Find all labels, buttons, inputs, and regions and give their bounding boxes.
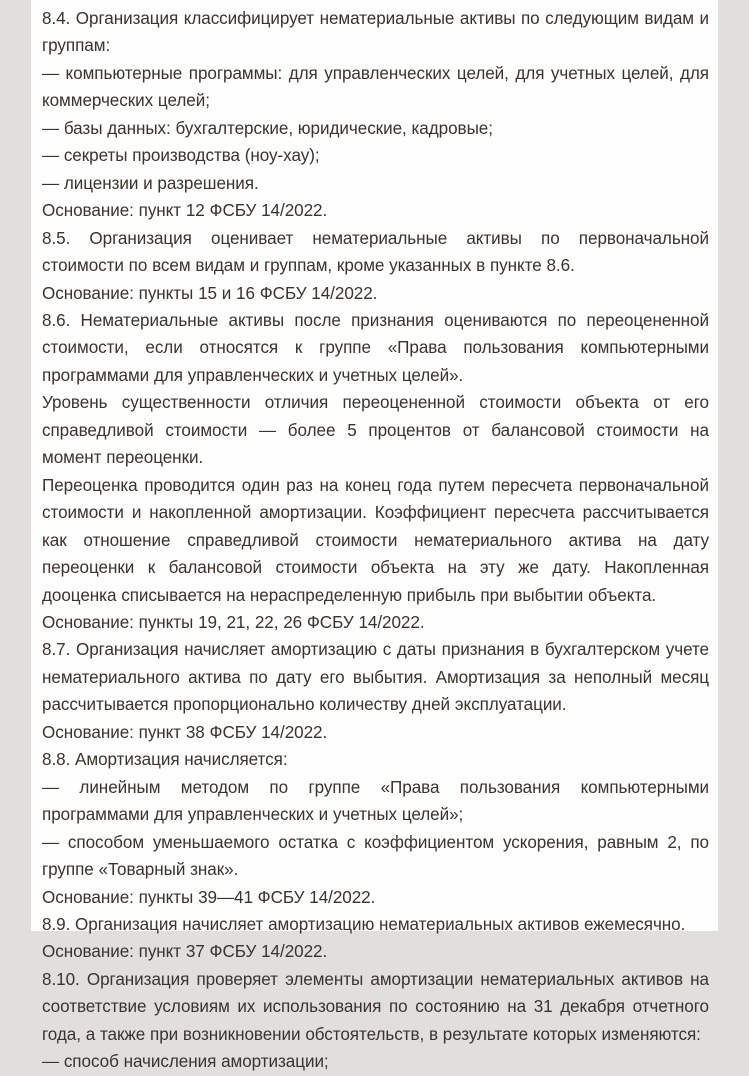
paragraph-8-4-item-3: — секреты производства (ноу-хау); — [42, 146, 320, 166]
paragraph-8-8: 8.8. Амортизация начисляется: — [42, 750, 288, 770]
document-text-column — [42, 0, 709, 1076]
paragraph-osnovanie-38: Основание: пункт 38 ФСБУ 14/2022. — [42, 722, 328, 742]
paragraph-8-10: 8.10. Организация проверяет элементы амортизации нематериальных активов на соответствие условиям их использования по состоянию на 31 декабря отчетного года, а также при возникновении обстоятельств, в результате которых изменяются: — [42, 969, 709, 1044]
document-page — [31, 0, 718, 1072]
paragraph-8-7: 8.7. Организация начисляет амортизацию с даты признания в бухгалтерском учете нематериального актива по дату его выбытия. Амортизация за неполный месяц рассчитывается пропорционально количеству дней эксплуатации. — [42, 640, 709, 715]
paragraph-8-8-item-2: — способом уменьшаемого остатка с коэффициентом ускорения, равным 2, по группе «Товарный знак». — [42, 832, 709, 880]
paragraph-8-10-item-1: — способ начисления амортизации; — [42, 1052, 329, 1072]
paragraph-osnovanie-37: Основание: пункт 37 ФСБУ 14/2022. — [42, 942, 328, 962]
paragraph-8-6: 8.6. Нематериальные активы после признания оцениваются по переоцененной стоимости, если относятся к группе «Права пользования компьютерными программами для управленческих и учетных целей». — [42, 310, 709, 385]
paragraph-8-5: 8.5. Организация оценивает нематериальные активы по первоначальной стоимости по всем видам и группам, кроме указанных в пункте 8.6. — [42, 228, 709, 276]
paragraph-osnovanie-12: Основание: пункт 12 ФСБУ 14/2022. — [42, 201, 328, 221]
paragraph-8-4-item-2: — базы данных: бухгалтерские, юридические, кадровые; — [42, 118, 493, 138]
paragraph-uroven-sushchestvennosti: Уровень существенности отличия переоцененной стоимости объекта от его справедливой стоимости — более 5 процентов от балансовой стоимости на момент переоценки. — [42, 393, 709, 468]
paragraph-8-4: 8.4. Организация классифицирует нематериальные активы по следующим видам и группам: — [42, 9, 709, 56]
paragraph-pereocenka: Переоценка проводится один раз на конец года путем пересчета первоначальной стоимости и накопленной амортизации. Коэффициент пересчета рассчитывается как отношение справедливой стоимости нематериального актива на дату переоценки к балансовой стоимости объекта на эту же дату. Накопленная дооценка списывается на нераспределенную прибыль при выбытии объекта. — [42, 475, 709, 605]
paragraph-8-8-item-1: — линейным методом по группе «Права пользования компьютерными программами для управленческих и учетных целей»; — [42, 777, 709, 825]
paragraph-8-9: 8.9. Организация начисляет амортизацию нематериальных активов ежемесячно. — [42, 914, 686, 934]
paragraph-osnovanie-19-21-22-26: Основание: пункты 19, 21, 22, 26 ФСБУ 14/2022. — [42, 612, 425, 632]
paragraph-osnovanie-15-16: Основание: пункты 15 и 16 ФСБУ 14/2022. — [42, 283, 378, 303]
paragraph-osnovanie-39-41: Основание: пункты 39—41 ФСБУ 14/2022. — [42, 887, 376, 907]
paragraph-8-4-item-4: — лицензии и разрешения. — [42, 173, 259, 193]
paragraph-8-4-item-1: — компьютерные программы: для управленческих целей, для учетных целей, для коммерческих целей; — [42, 63, 709, 111]
